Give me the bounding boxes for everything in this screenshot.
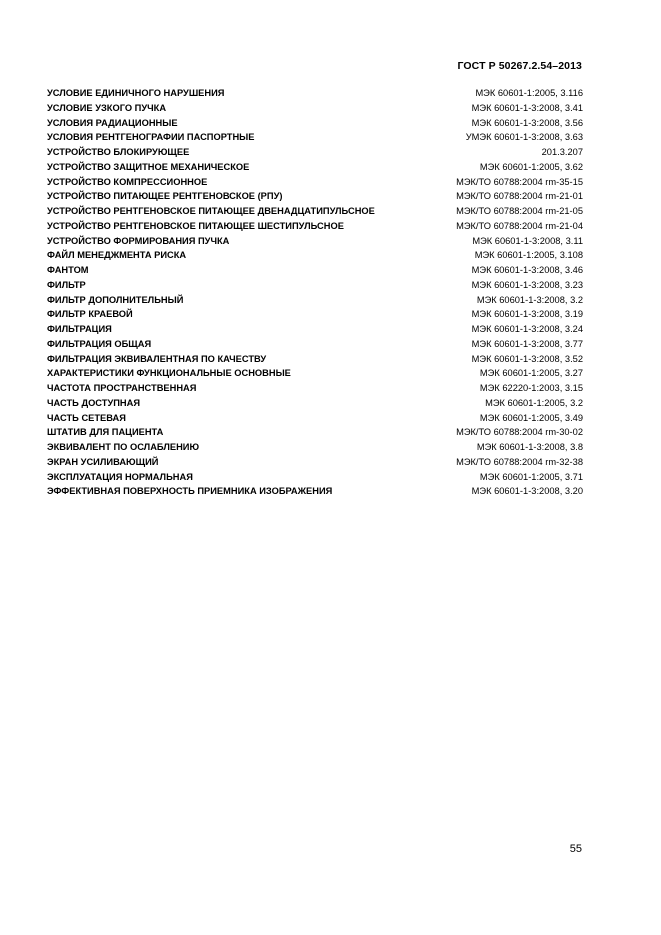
term-name: ЧАСТЬ СЕТЕВАЯ [47, 412, 126, 423]
term-reference: МЭК/ТО 60788:2004 rm-21-04 [456, 220, 583, 231]
term-reference: МЭК 60601-1:2005, 3.71 [479, 471, 583, 482]
term-reference: МЭК 62220-1:2003, 3.15 [479, 383, 583, 393]
term-name: УСЛОВИЯ РАДИАЦИОННЫЕ [47, 117, 178, 128]
page-number: 55 [569, 843, 582, 855]
term-name: ШТАТИВ ДЛЯ ПАЦИЕНТА [47, 427, 164, 438]
term-row [47, 219, 583, 234]
term-row [47, 293, 583, 308]
term-row [47, 381, 583, 396]
term-name: УСТРОЙСТВО ФОРМИРОВАНИЯ ПУЧКА [47, 235, 230, 246]
term-row [47, 484, 583, 499]
term-row [47, 307, 583, 322]
term-name: УСТРОЙСТВО БЛОКИРУЮЩЕЕ [47, 147, 190, 157]
term-reference: МЭК 60601-1-3:2008, 3.11 [472, 235, 583, 246]
term-name: УСТРОЙСТВО РЕНТГЕНОВСКОЕ ПИТАЮЩЕЕ ШЕСТИПУЛЬСНОЕ [47, 220, 344, 231]
term-name: ЧАСТОТА ПРОСТРАНСТВЕННАЯ [47, 383, 197, 393]
term-reference: МЭК 60601-1:2005, 3.62 [479, 161, 583, 172]
term-row [47, 234, 583, 249]
term-reference: МЭК 60601-1-3:2008, 3.20 [471, 486, 583, 497]
term-reference: МЭК 60601-1-3:2008, 3.41 [471, 102, 583, 113]
term-reference: МЭК/ТО 60788:2004 rm-35-15 [456, 176, 583, 187]
term-reference: МЭК/ТО 60788:2004 rm-30-02 [456, 427, 583, 438]
term-reference: МЭК 60601-1-3:2008, 3.46 [471, 265, 583, 275]
term-name: ФИЛЬТР [47, 279, 86, 290]
term-name: УСТРОЙСТВО ПИТАЮЩЕЕ РЕНТГЕНОВСКОЕ (РПУ) [47, 191, 283, 202]
term-index-list [47, 86, 583, 499]
term-name: ФАНТОМ [47, 265, 89, 275]
term-reference: МЭК/ТО 60788:2004 rm-21-05 [456, 206, 583, 216]
term-name: ФАЙЛ МЕНЕДЖМЕНТА РИСКА [47, 250, 187, 261]
term-name: ЭКСПЛУАТАЦИЯ НОРМАЛЬНАЯ [47, 471, 193, 482]
term-reference: МЭК 60601-1:2005, 3.108 [474, 250, 583, 261]
term-row [47, 130, 583, 145]
term-name: УСТРОЙСТВО РЕНТГЕНОВСКОЕ ПИТАЮЩЕЕ ДВЕНАДЦАТИПУЛЬСНОЕ [47, 206, 375, 216]
term-reference: МЭК 60601-1:2005, 3.27 [479, 368, 583, 379]
term-name: УСЛОВИЕ УЗКОГО ПУЧКА [47, 102, 167, 113]
term-name: ЭКРАН УСИЛИВАЮЩИЙ [47, 456, 159, 467]
term-row [47, 455, 583, 470]
term-reference: МЭК 60601-1-3:2008, 3.24 [471, 324, 583, 334]
term-reference: МЭК 60601-1-3:2008, 3.23 [471, 279, 583, 290]
term-reference: УМЭК 60601-1-3:2008, 3.63 [465, 132, 583, 143]
term-name: УСЛОВИЯ РЕНТГЕНОГРАФИИ ПАСПОРТНЫЕ [47, 132, 255, 143]
term-row [47, 116, 583, 131]
term-name: ХАРАКТЕРИСТИКИ ФУНКЦИОНАЛЬНЫЕ ОСНОВНЫЕ [47, 368, 291, 379]
term-reference: МЭК 60601-1-3:2008, 3.19 [471, 309, 583, 320]
document-header: ГОСТ Р 50267.2.54–2013 [457, 60, 582, 72]
term-row [47, 189, 583, 204]
term-name: УСТРОЙСТВО КОМПРЕССИОННОЕ [47, 176, 208, 187]
term-reference: МЭК 60601-1-3:2008, 3.77 [471, 338, 583, 349]
term-name: ФИЛЬТРАЦИЯ ЭКВИВАЛЕНТНАЯ ПО КАЧЕСТВУ [47, 353, 267, 364]
term-row [47, 470, 583, 485]
term-row [47, 425, 583, 440]
term-name: ФИЛЬТРАЦИЯ ОБЩАЯ [47, 338, 152, 349]
term-reference: МЭК 60601-1:2005, 3.49 [479, 412, 583, 423]
term-name: ЭФФЕКТИВНАЯ ПОВЕРХНОСТЬ ПРИЕМНИКА ИЗОБРАЖЕНИЯ [47, 486, 333, 497]
term-reference: МЭК 60601-1-3:2008, 3.8 [476, 442, 583, 452]
term-name: ЧАСТЬ ДОСТУПНАЯ [47, 397, 141, 408]
term-reference: МЭК 60601-1-3:2008, 3.56 [471, 117, 583, 128]
term-name: УСЛОВИЕ ЕДИНИЧНОГО НАРУШЕНИЯ [47, 88, 225, 98]
term-row [47, 396, 583, 411]
term-reference: 201.3.207 [541, 147, 583, 157]
term-name: ФИЛЬТРАЦИЯ [47, 324, 112, 334]
term-row [47, 263, 583, 278]
term-row [47, 175, 583, 190]
term-reference: МЭК 60601-1:2005, 3.2 [485, 397, 583, 408]
term-name: ЭКВИВАЛЕНТ ПО ОСЛАБЛЕНИЮ [47, 442, 200, 452]
term-name: ФИЛЬТР КРАЕВОЙ [47, 309, 133, 320]
term-row [47, 278, 583, 293]
term-row [47, 440, 583, 455]
term-name: ФИЛЬТР ДОПОЛНИТЕЛЬНЫЙ [47, 294, 184, 305]
term-row [47, 352, 583, 367]
term-row [47, 145, 583, 160]
term-row [47, 366, 583, 381]
term-reference: МЭК 60601-1-3:2008, 3.2 [476, 294, 583, 305]
term-reference: МЭК/ТО 60788:2004 rm-21-01 [456, 191, 583, 202]
term-reference: МЭК/ТО 60788:2004 rm-32-38 [456, 456, 583, 467]
term-row [47, 86, 583, 101]
term-row [47, 101, 583, 116]
term-row [47, 160, 583, 175]
term-row [47, 248, 583, 263]
term-row [47, 204, 583, 219]
term-row [47, 322, 583, 337]
term-row [47, 337, 583, 352]
term-name: УСТРОЙСТВО ЗАЩИТНОЕ МЕХАНИЧЕСКОЕ [47, 161, 250, 172]
term-reference: МЭК 60601-1:2005, 3.116 [475, 88, 583, 98]
term-reference: МЭК 60601-1-3:2008, 3.52 [471, 353, 583, 364]
term-row [47, 411, 583, 426]
